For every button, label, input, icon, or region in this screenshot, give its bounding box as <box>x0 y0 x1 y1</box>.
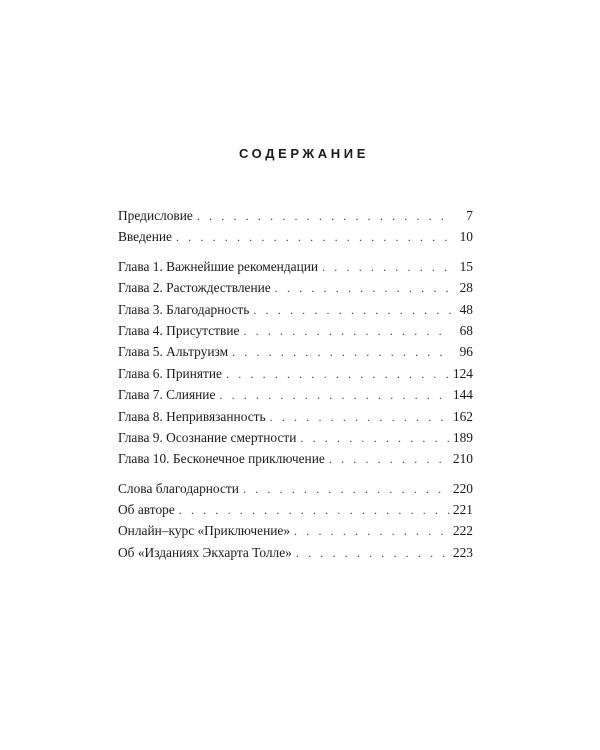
toc-entry[interactable] <box>118 341 473 362</box>
dot-leader <box>292 543 451 564</box>
toc-group-chapters <box>118 256 473 470</box>
dot-leader <box>215 385 451 406</box>
toc-entry[interactable] <box>118 384 473 405</box>
toc-entry-page: 144 <box>452 387 473 403</box>
dot-leader <box>325 449 451 470</box>
toc-entry[interactable] <box>118 299 473 320</box>
dot-leader <box>266 407 451 428</box>
dot-leader <box>172 227 451 248</box>
dot-leader <box>249 300 451 321</box>
toc-entry-page: 28 <box>459 280 473 296</box>
dot-leader <box>290 521 451 542</box>
toc-entry-page: 222 <box>452 523 473 539</box>
toc-entry-page: 220 <box>452 480 473 496</box>
dot-leader <box>175 500 451 521</box>
dot-leader <box>222 364 451 385</box>
toc-entry-title: Глава 1. Важнейшие рекомендации <box>118 258 319 274</box>
toc-entry[interactable] <box>118 226 473 247</box>
toc-entry[interactable] <box>118 478 473 499</box>
dot-leader <box>296 428 451 449</box>
toc-entry-page: 96 <box>459 344 473 360</box>
toc-entry[interactable] <box>118 320 473 341</box>
dot-leader <box>193 206 451 227</box>
toc-entry-page: 210 <box>452 451 473 467</box>
dot-leader <box>318 257 451 278</box>
toc-entry[interactable] <box>118 542 473 563</box>
toc-entry-title: Введение <box>118 229 172 245</box>
toc-entry[interactable] <box>118 205 473 226</box>
toc-entry-title: Глава 10. Бесконечное приключение <box>118 451 325 467</box>
toc-entry[interactable] <box>118 363 473 384</box>
dot-leader <box>239 321 451 342</box>
toc-entry-page: 162 <box>452 408 473 424</box>
toc-entry-title: Об «Изданиях Экхарта Толле» <box>118 544 292 560</box>
toc-entry-page: 68 <box>459 322 473 338</box>
toc-entry-title: Глава 6. Принятие <box>118 365 223 381</box>
toc-entry-page: 189 <box>452 429 473 445</box>
contents-heading: СОДЕРЖАНИЕ <box>239 146 369 161</box>
toc-entry-title: Предисловие <box>118 208 193 223</box>
toc-entry-page: 15 <box>459 258 473 274</box>
toc-group-back-matter <box>118 478 473 564</box>
toc-entry-title: Онлайн–курс «Приключение» <box>118 523 291 539</box>
toc-group-front-matter <box>118 205 473 248</box>
toc-entry[interactable] <box>118 406 473 427</box>
toc-entry[interactable] <box>118 256 473 277</box>
toc-entry[interactable] <box>118 520 473 541</box>
dot-leader <box>271 278 451 299</box>
toc-entry-title: Глава 7. Слияние <box>118 387 216 403</box>
toc-entry[interactable] <box>118 448 473 469</box>
toc-entry-title: Глава 3. Благодарность <box>118 301 250 317</box>
toc-entry[interactable] <box>118 277 473 298</box>
table-of-contents <box>118 205 473 563</box>
toc-entry-title: Об авторе <box>118 502 175 518</box>
toc-entry-title: Слова благодарности <box>118 480 239 496</box>
toc-entry-title: Глава 9. Осознание смертности <box>118 429 297 445</box>
toc-entry-title: Глава 2. Растождествление <box>118 280 271 296</box>
toc-entry-page: 7 <box>466 208 473 223</box>
toc-entry-page: 48 <box>459 301 473 317</box>
toc-entry-page: 221 <box>452 502 473 518</box>
dot-leader <box>228 342 451 363</box>
toc-entry[interactable] <box>118 499 473 520</box>
toc-entry-page: 10 <box>459 229 473 245</box>
toc-entry-title: Глава 8. Непривязанность <box>118 408 266 424</box>
dot-leader <box>239 479 451 500</box>
toc-entry-title: Глава 5. Альтруизм <box>118 344 229 360</box>
toc-entry-page: 223 <box>452 544 473 560</box>
toc-entry-title: Глава 4. Присутствие <box>118 322 240 338</box>
toc-entry[interactable] <box>118 427 473 448</box>
toc-entry-page: 124 <box>452 365 473 381</box>
